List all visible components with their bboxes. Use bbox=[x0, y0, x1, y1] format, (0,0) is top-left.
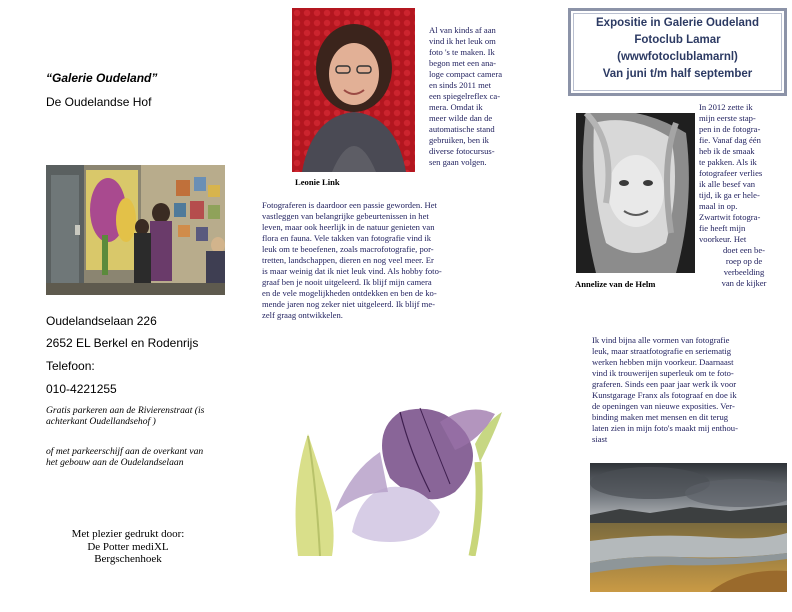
venue-name: “Galerie Oudeland” bbox=[46, 71, 158, 85]
exhibition-dates: Van juni t/m half september bbox=[602, 68, 753, 80]
exhibition-box bbox=[568, 8, 787, 96]
parking-info-2: of met parkeerschijf aan de overkant van het gebouw aan de Oudelandselaan bbox=[46, 446, 204, 468]
bio-main-annelize: Ik vind bijna alle vormen van fotografie leuk, maar straatfotografie en seriematig werken hebben mijn voorkeur. Daarnaast vind ik trouwerijen superleuk om te foto- graferen. Sinds een paar jaar werk ik voor Kunstgarage Franx als fotograaf en doe ik de openingen van nieuwe exposities. Ver- binding maken met mensen en dit terug laten zien in mijn foto's maakt mij enthou- siast bbox=[592, 335, 738, 444]
printer-line-1: Met plezier gedrukt door: bbox=[71, 528, 185, 540]
venue-subtitle: De Oudelandse Hof bbox=[46, 95, 152, 109]
bio-side-end-annelize: doet een be- roep op de verbeelding van de kijker bbox=[721, 245, 767, 288]
bio-main-leonie: Fotograferen is daardoor een passie geworden. Het vastleggen van belangrijke gebeurtenissen in het leven, maar ook heerlijk in de natuur genieten van flora en fauna. Vele takken van fotografie vind ik leuk om te beoefenen, zoals macrofotografie, por- tretten, landschappen, dieren en nog veel meer. Er is maar weinig dat ik niet leuk vind. Als hobby foto- graaf ben je nooit uitgeleerd. Ik blijf mijn camera en de vele mogelijkheden ontdekken en ben de ko- mende jaren nog zeker niet uitgeleerd. Ik blijf me- zelf graag ontwikkelen. bbox=[262, 200, 442, 320]
parking-info-1: Gratis parkeren aan de Rivierenstraat (is achterkant Oudellandsehof ) bbox=[46, 405, 205, 427]
printer-line-2: De Potter mediXL bbox=[87, 540, 169, 553]
tulip-artwork bbox=[290, 392, 530, 556]
photographer-2-name: Annelize van de Helm bbox=[575, 279, 656, 289]
portrait-leonie-link bbox=[292, 8, 415, 172]
bio-side-annelize: In 2012 zette ik mijn eerste stap- pen in de fotogra- fie. Vanaf dag één heb ik de smaak te pakken. Als ik fotografeer verlies ik alle besef van tijd, ik ga er hele- maal in op. Zwartwit fotogra- fie heeft mijn voorkeur. Het bbox=[699, 102, 763, 244]
exhibition-club: Fotoclub Lamar bbox=[634, 34, 721, 46]
gallery-photo bbox=[46, 165, 225, 295]
phone-number: 010-4221255 bbox=[46, 382, 117, 396]
address-street: Oudelandselaan 226 bbox=[46, 314, 157, 328]
exhibition-website: (wwwfotoclublamarnl) bbox=[617, 51, 738, 63]
portrait-annelize-van-de-helm bbox=[576, 113, 695, 273]
printer-line-3: Bergschenhoek bbox=[94, 553, 162, 565]
address-city: 2652 EL Berkel en Rodenrijs bbox=[46, 336, 199, 350]
landscape-photo bbox=[590, 463, 787, 592]
exhibition-title: Expositie in Galerie Oudeland bbox=[596, 17, 759, 29]
photographer-1-name: Leonie Link bbox=[295, 177, 340, 187]
bio-intro-leonie: Al van kinds af aan vind ik het leuk om foto 's te maken. Ik begon met een ana- loge compact camera en sinds 2011 met een spiegelreflex ca- mera. Omdat ik meer wilde dan de automatische stand gebruiken, ben ik diverse fotocursus- sen gaan volgen. bbox=[429, 25, 503, 167]
phone-label: Telefoon: bbox=[46, 359, 95, 373]
printer-credit bbox=[48, 528, 208, 566]
